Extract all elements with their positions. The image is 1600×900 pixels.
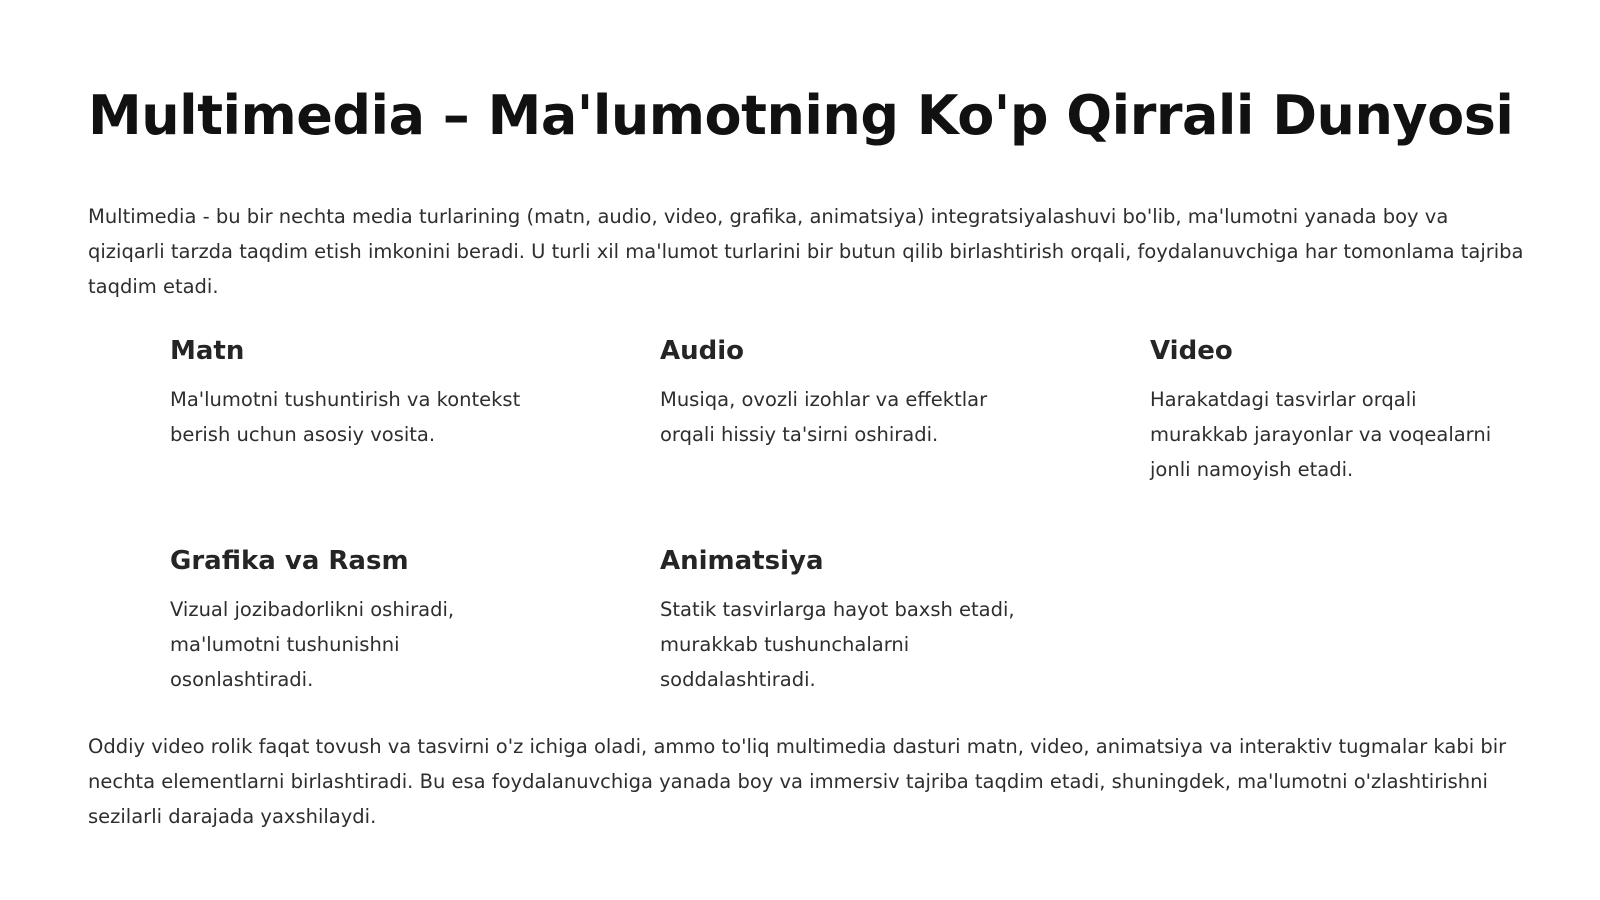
card-title: Grafika va Rasm	[170, 546, 409, 576]
card-title: Animatsiya	[660, 546, 824, 576]
card-title: Matn	[170, 336, 245, 366]
outro-paragraph: Oddiy video rolik faqat tovush va tasvirni o'z ichiga oladi, ammo to'liq multimedia dasturi matn, video, animatsiya va interaktiv tugmalar kabi bir nechta elementlarni birlashtiradi. Bu esa foydalanuvchiga yanada boy va immersiv tajriba taqdim etadi, shuningdek, ma'lumotni o'zlashtirishni sezilarli darajada yaxshilaydi.	[88, 735, 1507, 828]
card-video	[1150, 333, 1520, 487]
card-title: Audio	[660, 336, 745, 366]
slide	[88, 0, 1528, 900]
card-text: Ma'lumotni tushuntirish va kontekst berish uchun asosiy vosita.	[170, 388, 521, 446]
page-title: Multimedia – Ma'lumotning Ko'p Qirrali Dunyosi	[88, 84, 1514, 147]
card-title: Video	[1150, 336, 1233, 366]
card-audio	[660, 333, 1020, 452]
card-grafika	[170, 543, 490, 697]
card-text: Vizual jozibadorlikni oshiradi, ma'lumotni tushunishni osonlashtiradi.	[170, 598, 455, 691]
card-text: Musiqa, ovozli izohlar va effektlar orqali hissiy ta'sirni oshiradi.	[660, 388, 988, 446]
card-matn	[170, 333, 550, 452]
intro-paragraph: Multimedia - bu bir nechta media turlarining (matn, audio, video, grafika, animatsiya) integratsiyalashuvi bo'lib, ma'lumotni yanada boy va qiziqarli tarzda taqdim etish imkonini beradi. U turli xil ma'lumot turlarini bir butun qilib birlashtirish orqali, foydalanuvchiga har tomonlama tajriba taqdim etadi.	[88, 205, 1524, 298]
card-text: Statik tasvirlarga hayot baxsh etadi, murakkab tushunchalarni soddalashtiradi.	[660, 598, 1015, 691]
card-animatsiya	[660, 543, 1040, 697]
card-text: Harakatdagi tasvirlar orqali murakkab jarayonlar va voqealarni jonli namoyish etadi.	[1150, 388, 1492, 481]
